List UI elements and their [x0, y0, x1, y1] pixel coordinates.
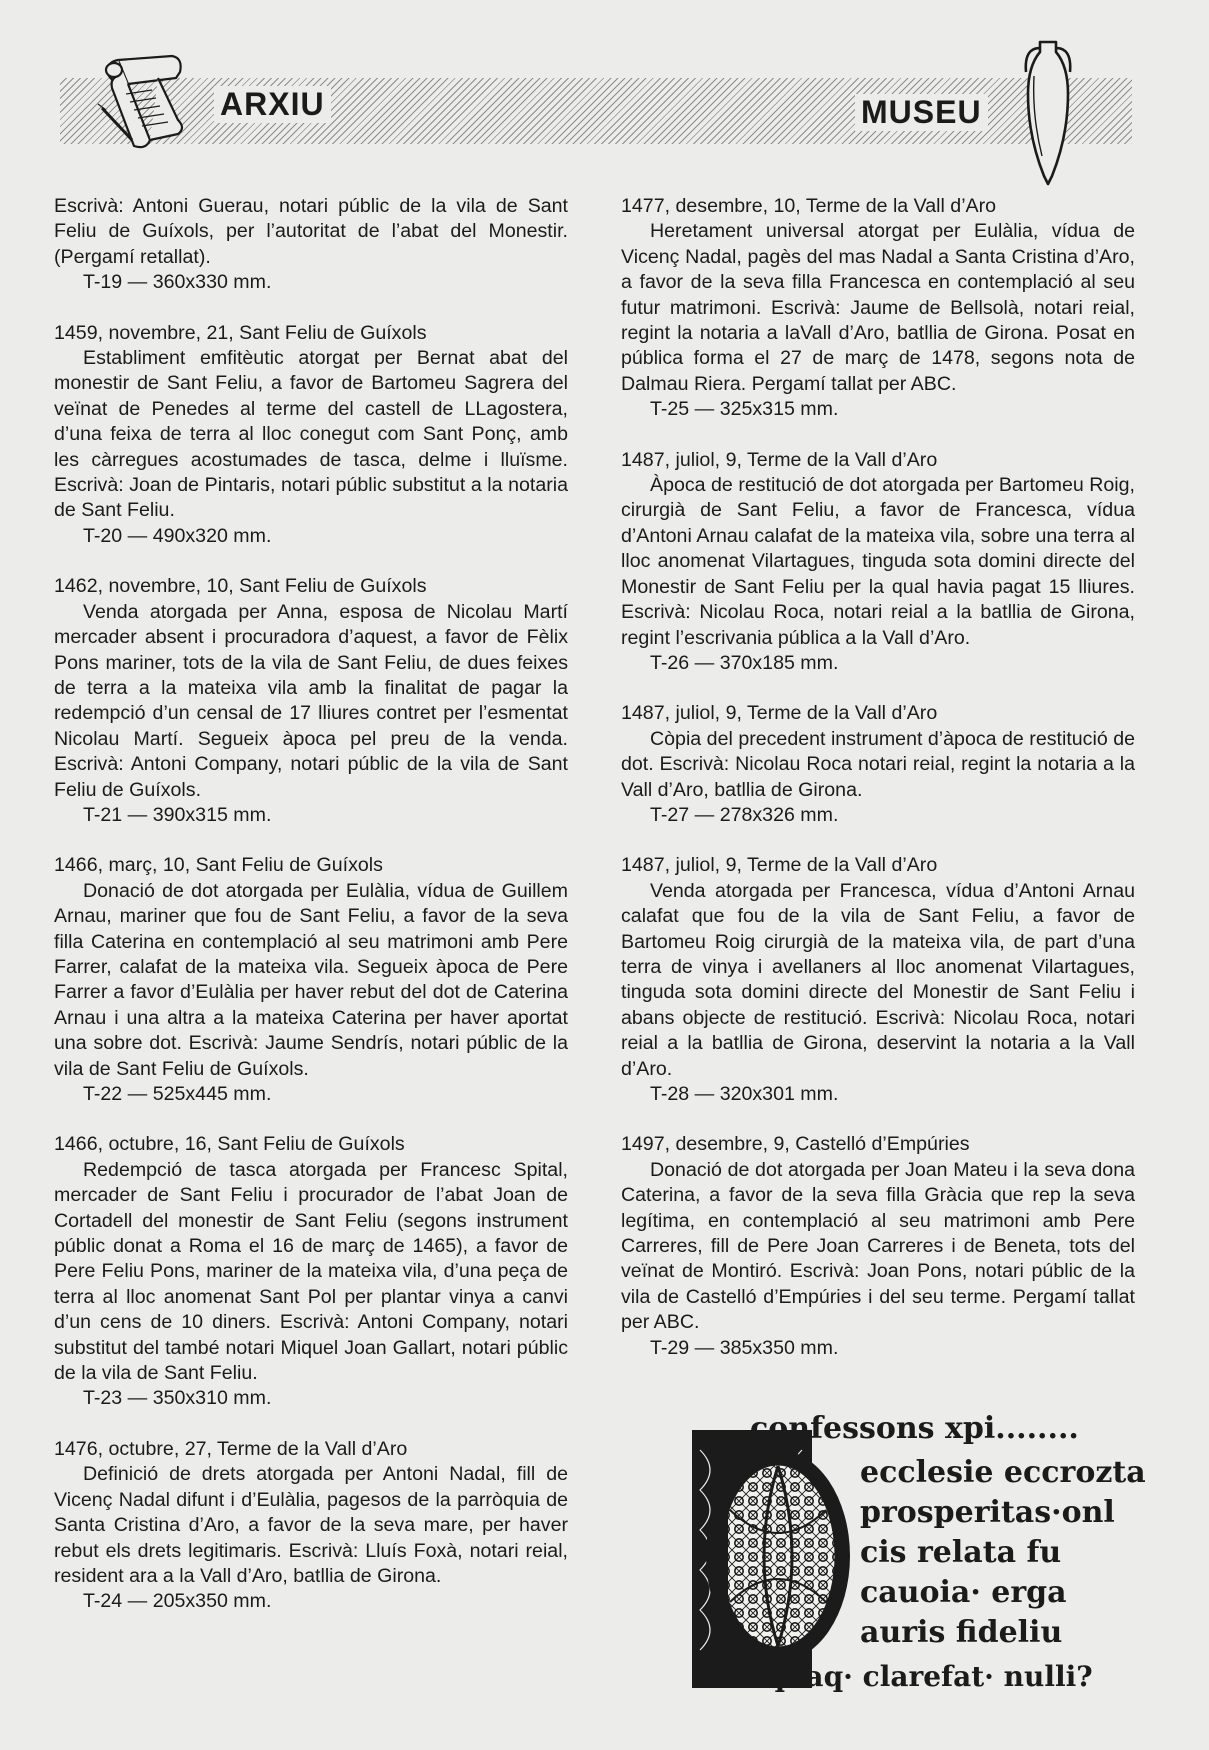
entry-body: Venda atorgada per Francesca, vídua d’Antoni Arnau calafat que fou de la vila de Sant Feliu, a favor de Bartomeu Roig cirurgià de la mateixa vila, de part d’una terra de vinya i avellaners al lloc anomenat Vilartagues, tinguda sota domini directe del Monestir de Sant Feliu i abans objecte de restitució. Escrivà: Nicolau Roca, notari reial a la batllia de Girona, deservint la notaria a la Vall d’Aro.: [621, 879, 1135, 1080]
entry-reference: T-29 — 385x350 mm.: [650, 1336, 839, 1359]
banner-title-arxiu: ARXIU: [214, 86, 331, 123]
entry-reference: T-28 — 320x301 mm.: [650, 1083, 839, 1105]
entry-reference: T-19 — 360x330 mm.: [83, 271, 272, 294]
entry-heading: 1477, desembre, 10, Terme de la Vall d’Aro: [621, 195, 997, 217]
entry-heading: 1487, juliol, 9, Terme de la Vall d’Aro: [621, 854, 938, 877]
catalog-entry: [54, 1132, 568, 1411]
entry-body: Definició de drets atorgada per Antoni Nadal, fill de Vicenç Nadal difunt i d’Eulàlia, pagesos de la parròquia de Santa Cristina d’Aro, a favor de la seva mare, per haver rebut els drets legitimaris. Escrivà: Lluís Foxà, notari reial, resident ara a la Vall d’Aro, batllia de Girona.: [54, 1463, 568, 1587]
catalog-entry: [621, 701, 1135, 828]
entry-body: Heretament universal atorgat per Eulàlia, vídua de Vicenç Nadal, pagès del mas Nadal a Santa Cristina d’Aro, a favor de la seva filla Francesca en contemplació al seu futur matrimoni. Escrivà: Jaume de Bellsolà, notari reial, regint la notaria a laVall d’Aro, batllia de Girona. Posat en pública forma el 27 de març de 1478, segons nota de Dalmau Riera. Pergamí tallat per ABC.: [621, 220, 1135, 395]
entry-body: Establiment emfitèutic atorgat per Bernat abat del monestir de Sant Feliu, a favor de Bartomeu Sagrera del veïnat de Penedes al terme del castell de LLagostera, d’una feixa de terra al lloc conegut com Sant Ponç, amb les càrregues acostumades de tasca, delme i lluïsme. Escrivà: Joan de Pintaris, notari públic substitut a la notaria de Sant Feliu.: [54, 347, 568, 522]
entry-reference: T-22 — 525x445 mm.: [83, 1083, 272, 1105]
entry-heading: 1487, juliol, 9, Terme de la Vall d’Aro: [621, 448, 938, 471]
catalog-entry: [621, 1132, 1135, 1361]
entry-heading: 1462, novembre, 10, Sant Feliu de Guíxols: [54, 575, 427, 598]
catalog-entry: [621, 448, 1135, 677]
illuminated-manuscript-fragment: [690, 1410, 1146, 1694]
left-column: [54, 194, 568, 1640]
banner-title-museu: MUSEU: [855, 94, 988, 131]
scroll-icon: [88, 48, 188, 152]
catalog-entry: [54, 194, 568, 296]
entry-heading: 1459, novembre, 21, Sant Feliu de Guíxols: [54, 321, 427, 344]
entry-body: Donació de dot atorgada per Eulàlia, vídua de Guillem Arnau, mariner que fou de Sant Feliu, a favor de la seva filla Caterina en contemplació al seu matrimoni amb Pere Farrer, calafat de la mateixa vila. Segueix àpoca de Pere Farrer a favor d’Eulàlia per haver rebut del dot de Caterina Arnau i una altra a la mateixa Caterina per haver aportat una sobre dot. Escrivà: Jaume Sendrís, notari públic de la vila de Sant Feliu de Guíxols.: [54, 879, 568, 1080]
entry-body: Venda atorgada per Anna, esposa de Nicolau Martí mercader absent i procuradora d’aquest, a favor de Fèlix Pons mariner, tots de la vila de Sant Feliu, de dues feixes de terra a la mateixa vila amb la finalitat de pagar la redempció d’un censal de 17 lliures contret per l’esmentat Nicolau Martí. Segueix àpoca pel preu de la venda. Escrivà: Antoni Company, notari públic de la vila de Sant Feliu de Guíxols.: [54, 600, 568, 801]
entry-reference: T-23 — 350x310 mm.: [83, 1387, 272, 1410]
entry-body: Escrivà: Antoni Guerau, notari públic de la vila de Sant Feliu de Guíxols, per l’autoritat de l’abat del Monestir. (Pergamí retallat).: [54, 195, 568, 268]
manuscript-line: anuiqnaq· clarefat· nulli?: [696, 1660, 1093, 1693]
catalog-entry: [54, 853, 568, 1107]
entry-heading: 1497, desembre, 9, Castelló d’Empúries: [621, 1133, 970, 1156]
entry-reference: T-27 — 278x326 mm.: [650, 803, 839, 826]
manuscript-line: auris fideliu: [860, 1615, 1063, 1650]
catalog-entry: [621, 194, 1135, 423]
manuscript-line: confessons xpi........: [750, 1411, 1079, 1446]
manuscript-line: cauoia· erga: [860, 1575, 1067, 1610]
amphora-icon: [1020, 36, 1078, 186]
entry-heading: 1466, octubre, 16, Sant Feliu de Guíxols: [54, 1133, 405, 1156]
entry-reference: T-20 — 490x320 mm.: [83, 524, 272, 547]
entry-reference: T-25 — 325x315 mm.: [650, 398, 839, 421]
catalog-entry: [54, 321, 568, 550]
manuscript-line: cis relata fu: [860, 1535, 1062, 1570]
right-column: [621, 194, 1135, 1386]
entry-reference: T-26 — 370x185 mm.: [650, 651, 839, 674]
entry-reference: T-21 — 390x315 mm.: [83, 803, 272, 826]
entry-heading: 1487, juliol, 9, Terme de la Vall d’Aro: [621, 702, 938, 725]
manuscript-line: prosperitas·onl: [860, 1495, 1115, 1530]
catalog-entry: [54, 1437, 568, 1615]
entry-body: Redempció de tasca atorgada per Francesc Spital, mercader de Sant Feliu i procurador de l’abat Joan de Cortadell del monestir de Sant Feliu (segons instrument públic donat a Roma el 16 de març de 1465), a favor de Pere Feliu Pons, mariner de la mateixa vila, d’una peça de terra al lloc anomenat Sant Pol per plantar vinya a canvi d’un cens de 10 diners. Escrivà: Antoni Company, notari substitut del també notari Miquel Joan Gallart, notari públic de la vila de Sant Feliu.: [54, 1158, 568, 1385]
manuscript-line: ecclesie eccrozta: [860, 1455, 1146, 1490]
catalog-entry: [621, 853, 1135, 1107]
catalog-entry: [54, 574, 568, 828]
entry-body: Còpia del precedent instrument d’àpoca de restitució de dot. Escrivà: Nicolau Roca notari reial, regint la notaria a la Vall d’Aro, batllia de Girona.: [621, 727, 1135, 801]
entry-heading: 1476, octubre, 27, Terme de la Vall d’Aro: [54, 1437, 408, 1460]
entry-reference: T-24 — 205x350 mm.: [83, 1590, 272, 1613]
entry-body: Donació de dot atorgada per Joan Mateu i la seva dona Caterina, a favor de la seva filla Gràcia que rep la seva legítima, en contemplació al seu matrimoni amb Pere Carreres, fill de Pere Joan Carreres i de Beneta, tots del veïnat de Montiró. Escrivà: Joan Pons, notari públic de la vila de Castelló d’Empúries i del seu terme. Pergamí tallat per ABC.: [621, 1158, 1135, 1334]
entry-body: Àpoca de restitució de dot atorgada per Bartomeu Roig, cirurgià de Sant Feliu, a favor de Francesca, vídua d’Antoni Arnau calafat de la mateixa vila, sobre una terra al lloc anomenat Vilartagues, tinguda sota domini directe del Monestir de Sant Feliu per la qual havia pagat 15 lliures. Escrivà: Nicolau Roca, notari reial a la batllia de Girona, regint l’escrivania pública a la Vall d’Aro.: [621, 474, 1135, 649]
entry-heading: 1466, març, 10, Sant Feliu de Guíxols: [54, 854, 383, 877]
